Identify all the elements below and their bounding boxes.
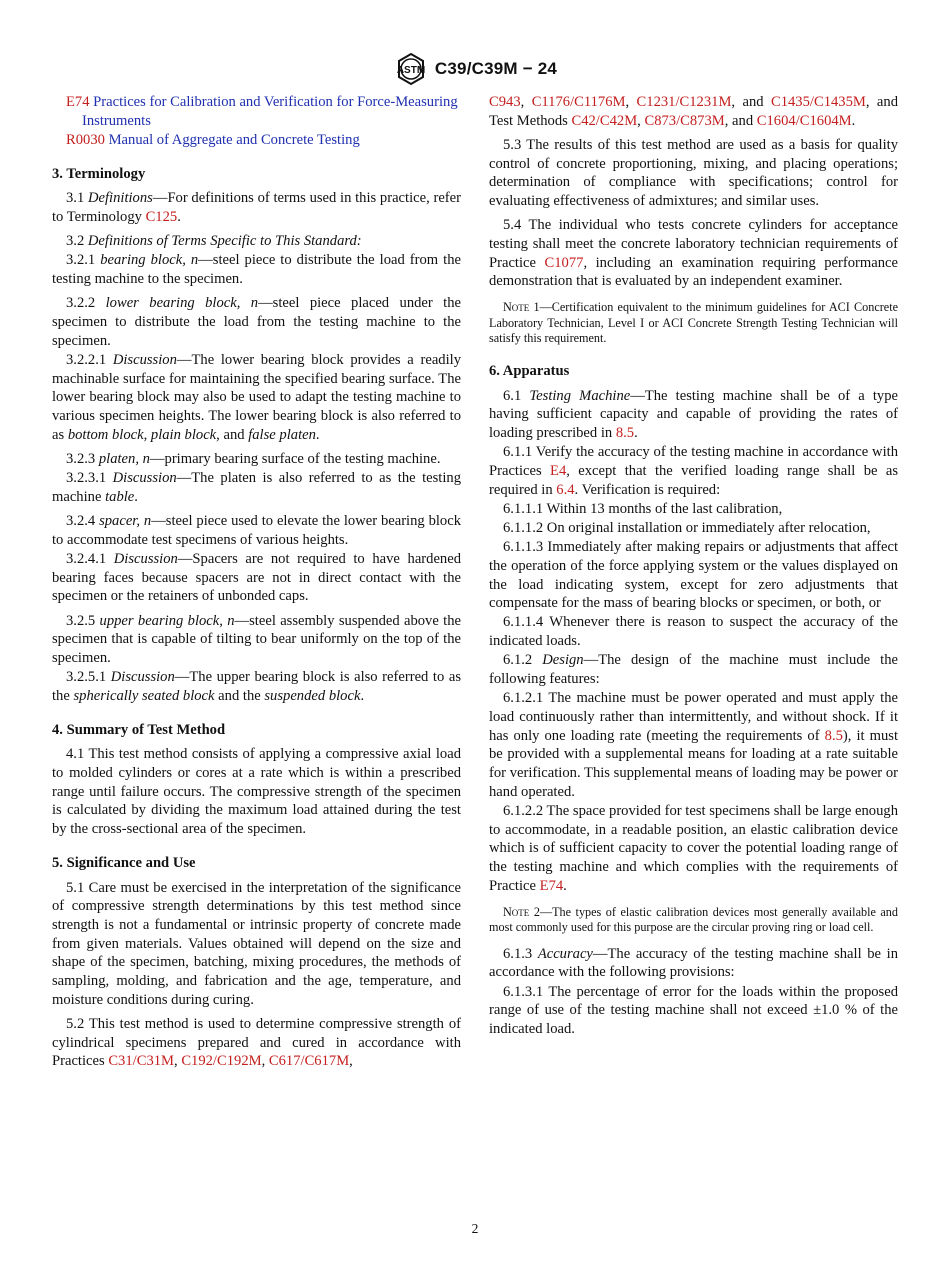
link-c1435[interactable]: C1435/C1435M	[770, 94, 866, 110]
link-e4[interactable]: E4	[550, 462, 567, 479]
para-6-1: 6.1 Testing Machine—The testing machine shall be of a type having sufficient capacity and capable of providing the rates of loading prescribed in 8.5.	[489, 387, 898, 441]
standard-designation: C39/C39M − 24	[434, 59, 558, 78]
left-column	[52, 93, 461, 1077]
ref-code-link[interactable]: R0030	[66, 131, 105, 148]
link-c1604[interactable]: C1604/C1604M	[756, 112, 852, 129]
note-1: Note 1—Certification equivalent to the minimum guidelines for ACI Concrete Laboratory Technician, Level I or ACI Concrete Strength Testing Technician will satisfy this requirement.	[489, 300, 898, 346]
para-6-1-1-1: 6.1.1.1 Within 13 months of the last calibration,	[503, 500, 783, 517]
para-3-2-5: 3.2.5 upper bearing block, n—steel assembly suspended above the specimen that is capable of tilting to bear uniformly on the top of the specimen.	[52, 612, 461, 666]
page-number: 2	[471, 1221, 479, 1236]
para-5-3: 5.3 The results of this test method are used as a basis for quality control of concrete proportioning, mixing, and placing operations; determination of compliance with specifications; control for evaluating effectiveness of admixtures; and similar uses.	[489, 136, 898, 210]
para-6-1-2-1: 6.1.2.1 The machine must be power operated and must apply the load continuously rather than intermittently, and without shock. If it has only one loading rate (meeting the requirements of 8.5), it must be provided with a supplemental means for loading at a rate suitable for verification. This supplemental means of loading may be power or hand operated.	[489, 690, 898, 800]
para-3-2-4: 3.2.4 spacer, n—steel piece used to elevate the lower bearing block to accommodate test specimens of various heights.	[52, 513, 462, 548]
link-c125[interactable]: C125	[145, 209, 178, 226]
para-3-2-3-1: 3.2.3.1 Discussion—The platen is also referred to as the testing machine table.	[52, 470, 462, 505]
para-3-2-1: 3.2.1 bearing block, n—steel piece to distribute the load from the testing machine to the specimen.	[52, 252, 461, 288]
para-6-1-1-2: 6.1.1.2 On original installation or immediately after relocation,	[503, 519, 871, 536]
ref-code-link[interactable]: E74	[66, 94, 90, 110]
link-c1077[interactable]: C1077	[544, 254, 584, 271]
para-3-2-4-1: 3.2.4.1 Discussion—Spacers are not required to have hardened bearing faces because spacers are not in direct contact with the specimen or the retainers of unbonded caps.	[52, 550, 461, 605]
para-5-2: 5.2 This test method is used to determine compressive strength of cylindrical specimens prepared and cured in accordance with Practices C31/C31M, C192/C192M, C617/C617M,	[52, 1015, 461, 1070]
para-5-2-continued: C943, C1176/C1176M, C1231/C1231M, and C1435/C1435M, and Test Methods C42/C42M, C873/C873M, and C1604/C1604M.	[489, 94, 898, 129]
para-3-2-5-1: 3.2.5.1 Discussion—The upper bearing block is also referred to as the spherically seated block and the suspended block.	[52, 669, 461, 704]
para-6-1-1-4: 6.1.1.4 Whenever there is reason to suspect the accuracy of the indicated loads.	[489, 614, 898, 650]
link-c1231[interactable]: C1231/C1231M	[636, 94, 732, 110]
para-3-2-3: 3.2.3 platen, n—primary bearing surface of the testing machine.	[66, 450, 441, 467]
para-5-4: 5.4 The individual who tests concrete cylinders for acceptance testing shall meet the concrete laboratory technician requirements of Practice C1077, including an examination requiring performance demonstration that is evaluated by an independent examiner.	[489, 217, 898, 290]
para-5-1: 5.1 Care must be exercised in the interpretation of the significance of compressive strength determinations by this test method since strength is not a fundamental or intrinsic property of concrete made from given materials. Values obtained will depend on the size and shape of the specimen, batching, mixing procedures, the methods of sampling, molding, and fabrication and the age, temperature, and moisture conditions during curing.	[52, 879, 461, 1008]
para-3-2-2-1: 3.2.2.1 Discussion—The lower bearing block provides a readily machinable surface for maintaining the specified bearing surface. The lower bearing block may also be used to adapt the testing machine to various specimen heights. The lower bearing block is also referred to as bottom block, plain block, and false platen.	[52, 351, 461, 443]
link-c873[interactable]: C873/C873M	[644, 112, 725, 129]
link-c943[interactable]: C943	[489, 94, 521, 110]
right-column	[489, 93, 898, 1039]
para-6-1-3-1: 6.1.3.1 The percentage of error for the loads within the proposed range of use of the testing machine shall not exceed ±1.0 % of the indicated load.	[489, 983, 898, 1037]
link-8-5[interactable]: 8.5	[824, 727, 843, 744]
para-3-2: 3.2 Definitions of Terms Specific to This Standard:	[66, 233, 362, 250]
link-e74[interactable]: E74	[539, 877, 564, 894]
para-6-1-2-2: 6.1.2.2 The space provided for test specimens shall be large enough to accommodate, in a readable position, an elastic calibration device which is of sufficient capacity to cover the potential loading range of the testing machine and which complies with the requirements of Practice E74.	[489, 802, 898, 894]
link-c617[interactable]: C617/C617M	[268, 1053, 350, 1070]
link-c1176[interactable]: C1176/C1176M	[531, 94, 626, 110]
link-8-5[interactable]: 8.5	[615, 424, 635, 441]
section-6-heading: 6. Apparatus	[489, 362, 570, 379]
link-c42[interactable]: C42/C42M	[571, 112, 638, 129]
link-c31[interactable]: C31/C31M	[108, 1053, 175, 1070]
page-header	[0, 52, 950, 86]
section-4-heading: 4. Summary of Test Method	[52, 721, 226, 738]
link-6-4[interactable]: 6.4	[556, 481, 575, 498]
note-2: Note 2—The types of elastic calibration devices most generally available and most commonly used for this purpose are the circular proving ring or load cell.	[489, 904, 898, 935]
para-6-1-2: 6.1.2 Design—The design of the machine must include the following features:	[489, 652, 898, 688]
reference-r0030: R0030 Manual of Aggregate and Concrete Testing	[66, 131, 360, 148]
para-4-1: 4.1 This test method consists of applying a compressive axial load to molded cylinders or cores at a rate which is within a prescribed range until failure occurs. The compressive strength of the specimen is calculated by dividing the maximum load attained during the test by the cross-sectional area of the specimen.	[52, 746, 461, 838]
para-3-2-2: 3.2.2 lower bearing block, n—steel piece placed under the specimen to distribute the load from the testing machine to the specimen.	[52, 295, 461, 349]
astm-logo-icon	[393, 52, 429, 86]
section-5-heading: 5. Significance and Use	[52, 854, 196, 871]
link-c192[interactable]: C192/C192M	[181, 1053, 262, 1070]
para-6-1-1-3: 6.1.1.3 Immediately after making repairs or adjustments that affect the operation of the force applying system or the values displayed on the load indicating system, except for zero adjustments that compensate for the mass of bearing blocks or specimen, or both, or	[489, 539, 898, 612]
para-6-1-1: 6.1.1 Verify the accuracy of the testing machine in accordance with Practices E4, except that the verified loading range shall be as required in 6.4. Verification is required:	[489, 444, 898, 498]
svg-text:ASTM: ASTM	[396, 65, 426, 76]
para-3-1: 3.1 Definitions—For definitions of terms used in this practice, refer to Terminology C125.	[52, 190, 462, 226]
section-3-heading: 3. Terminology	[52, 165, 146, 182]
para-6-1-3: 6.1.3 Accuracy—The accuracy of the testing machine shall be in accordance with the following provisions:	[489, 945, 898, 981]
reference-e74: E74 Practices for Calibration and Verification for Force-Measuring Instruments	[66, 94, 458, 129]
